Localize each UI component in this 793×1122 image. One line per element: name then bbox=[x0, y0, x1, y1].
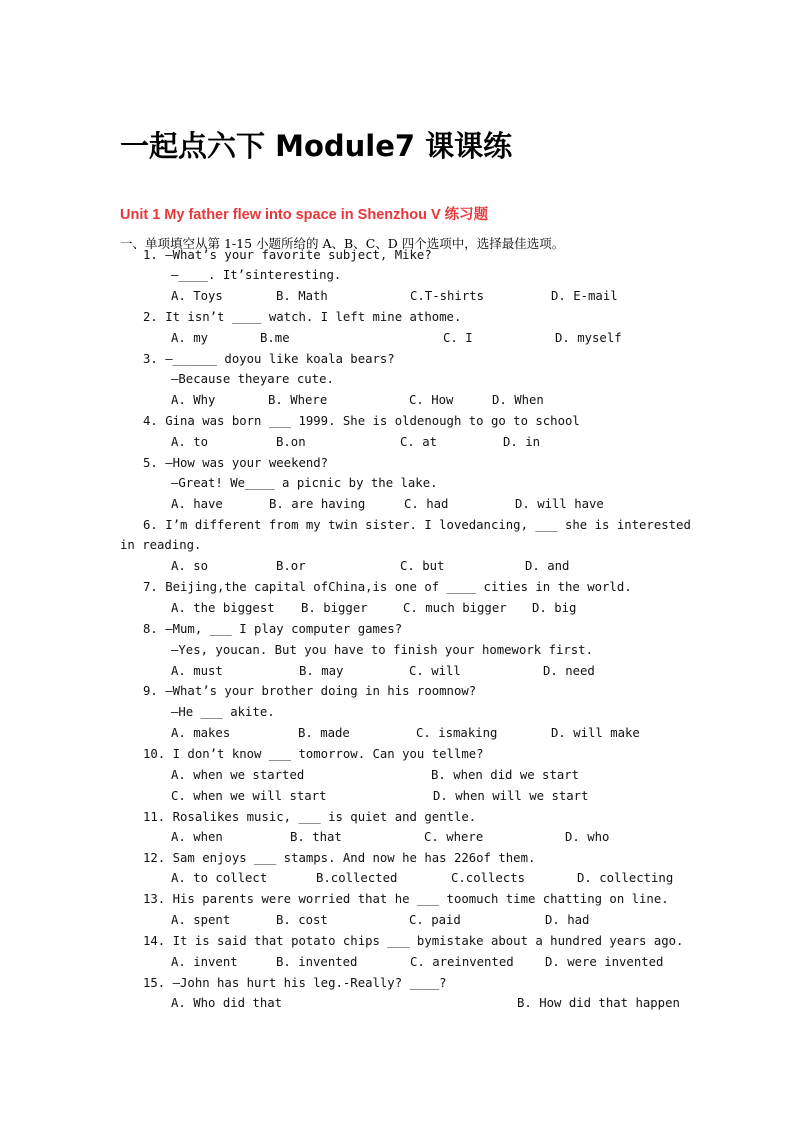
question-12-option-c: C.collects bbox=[451, 871, 526, 885]
question-4-option-b: B.on bbox=[276, 435, 306, 449]
question-2-option-d: D. myself bbox=[555, 331, 622, 345]
question-9-line-1: 9. —What’s your brother doing in his roomnow? bbox=[143, 684, 477, 698]
question-6-option-d: D. and bbox=[525, 559, 570, 573]
question-12-option-b: B.collected bbox=[316, 871, 398, 885]
question-5-option-d: D. will have bbox=[515, 497, 604, 511]
question-7-option-a: A. the biggest bbox=[171, 601, 275, 615]
question-5-line-1: 5. —How was your weekend? bbox=[143, 456, 329, 470]
page-title: 一起点六下 Module7 课课练 bbox=[120, 129, 513, 163]
question-1-option-a: A. Toys bbox=[171, 289, 223, 303]
question-11-line-1: 11. Rosalikes music, ___ is quiet and gentle. bbox=[143, 810, 477, 824]
question-12-option-d: D. collecting bbox=[577, 871, 674, 885]
question-11-option-c: C. where bbox=[424, 830, 484, 844]
question-11-option-d: D. who bbox=[565, 830, 610, 844]
question-9-option-d: D. will make bbox=[551, 726, 640, 740]
question-9-option-a: A. makes bbox=[171, 726, 231, 740]
question-15-option-b: B. How did that happen bbox=[517, 996, 680, 1010]
question-5-line-2: —Great! We____ a picnic by the lake. bbox=[171, 476, 438, 490]
question-4-option-d: D. in bbox=[503, 435, 541, 449]
question-9-line-2: —He ___ akite. bbox=[171, 705, 275, 719]
question-9-option-b: B. made bbox=[298, 726, 350, 740]
question-11-option-a: A. when bbox=[171, 830, 223, 844]
question-14-line-1: 14. It is said that potato chips ___ bymistake about a hundred years ago. bbox=[143, 934, 684, 948]
question-12-option-a: A. to collect bbox=[171, 871, 268, 885]
question-15-option-a: A. Who did that bbox=[171, 996, 283, 1010]
question-4-line-1: 4. Gina was born ___ 1999. She is oldenough to go to school bbox=[143, 414, 580, 428]
question-10-option-d: D. when will we start bbox=[433, 789, 589, 803]
question-7-option-c: C. much bigger bbox=[403, 601, 507, 615]
question-3-line-1: 3. —______ doyou like koala bears? bbox=[143, 352, 395, 366]
question-2-option-b: B.me bbox=[260, 331, 290, 345]
question-1-option-c: C.T-shirts bbox=[410, 289, 485, 303]
question-13-line-1: 13. His parents were worried that he ___ toomuch time chatting on line. bbox=[143, 892, 669, 906]
question-10-option-c: C. when we will start bbox=[171, 789, 327, 803]
question-13-option-b: B. cost bbox=[276, 913, 328, 927]
question-6-line-1: 6. I’m different from my twin sister. I lovedancing, ___ she is interested bbox=[143, 518, 691, 532]
question-10-option-b: B. when did we start bbox=[431, 768, 580, 782]
question-5-option-b: B. are having bbox=[269, 497, 366, 511]
question-15-line-1: 15. —John has hurt his leg.-Really? ____? bbox=[143, 976, 447, 990]
question-5-option-c: C. had bbox=[404, 497, 449, 511]
question-8-option-d: D. need bbox=[543, 664, 595, 678]
section-instructions: 一、单项填空从第 1-15 小题所给的 A、B、C、D 四个选项中，选择最佳选项。 bbox=[120, 236, 565, 251]
question-9-option-c: C. ismaking bbox=[416, 726, 498, 740]
question-4-option-c: C. at bbox=[400, 435, 438, 449]
question-14-option-b: B. invented bbox=[276, 955, 358, 969]
question-5-option-a: A. have bbox=[171, 497, 223, 511]
question-12-line-1: 12. Sam enjoys ___ stamps. And now he has 226of them. bbox=[143, 851, 536, 865]
question-10-option-a: A. when we started bbox=[171, 768, 305, 782]
question-13-option-d: D. had bbox=[545, 913, 590, 927]
question-1-line-1: 1. —What’s your favorite subject, Mike? bbox=[143, 248, 432, 262]
question-1-line-2: —____. It’sinteresting. bbox=[171, 268, 342, 282]
question-14-option-c: C. areinvented bbox=[410, 955, 514, 969]
question-2-option-c: C. I bbox=[443, 331, 473, 345]
question-2-line-1: 2. It isn’t ____ watch. I left mine athome. bbox=[143, 310, 462, 324]
question-1-option-d: D. E-mail bbox=[551, 289, 618, 303]
question-13-option-a: A. spent bbox=[171, 913, 231, 927]
question-8-option-a: A. must bbox=[171, 664, 223, 678]
question-8-line-1: 8. —Mum, ___ I play computer games? bbox=[143, 622, 403, 636]
question-13-option-c: C. paid bbox=[409, 913, 461, 927]
question-14-option-a: A. invent bbox=[171, 955, 238, 969]
question-7-option-d: D. big bbox=[532, 601, 577, 615]
question-8-option-c: C. will bbox=[409, 664, 461, 678]
question-7-line-1: 7. Beijing,the capital ofChina,is one of ____ cities in the world. bbox=[143, 580, 632, 594]
question-3-line-2: —Because theyare cute. bbox=[171, 372, 334, 386]
question-8-line-2: —Yes, youcan. But you have to finish your homework first. bbox=[171, 643, 593, 657]
question-2-option-a: A. my bbox=[171, 331, 209, 345]
question-3-option-c: C. How bbox=[409, 393, 454, 407]
question-11-option-b: B. that bbox=[290, 830, 342, 844]
question-4-option-a: A. to bbox=[171, 435, 209, 449]
question-1-option-b: B. Math bbox=[276, 289, 328, 303]
question-7-option-b: B. bigger bbox=[301, 601, 368, 615]
question-6-option-b: B.or bbox=[276, 559, 306, 573]
question-14-option-d: D. were invented bbox=[545, 955, 664, 969]
question-10-line-1: 10. I don’t know ___ tomorrow. Can you tellme? bbox=[143, 747, 484, 761]
unit-subtitle: Unit 1 My father flew into space in Shenzhou V 练习题 bbox=[120, 207, 489, 223]
question-8-option-b: B. may bbox=[299, 664, 344, 678]
question-6-option-c: C. but bbox=[400, 559, 445, 573]
question-3-option-a: A. Why bbox=[171, 393, 216, 407]
question-6-line-2: in reading. bbox=[120, 538, 202, 552]
question-3-option-b: B. Where bbox=[268, 393, 328, 407]
question-3-option-d: D. When bbox=[492, 393, 544, 407]
question-6-option-a: A. so bbox=[171, 559, 209, 573]
